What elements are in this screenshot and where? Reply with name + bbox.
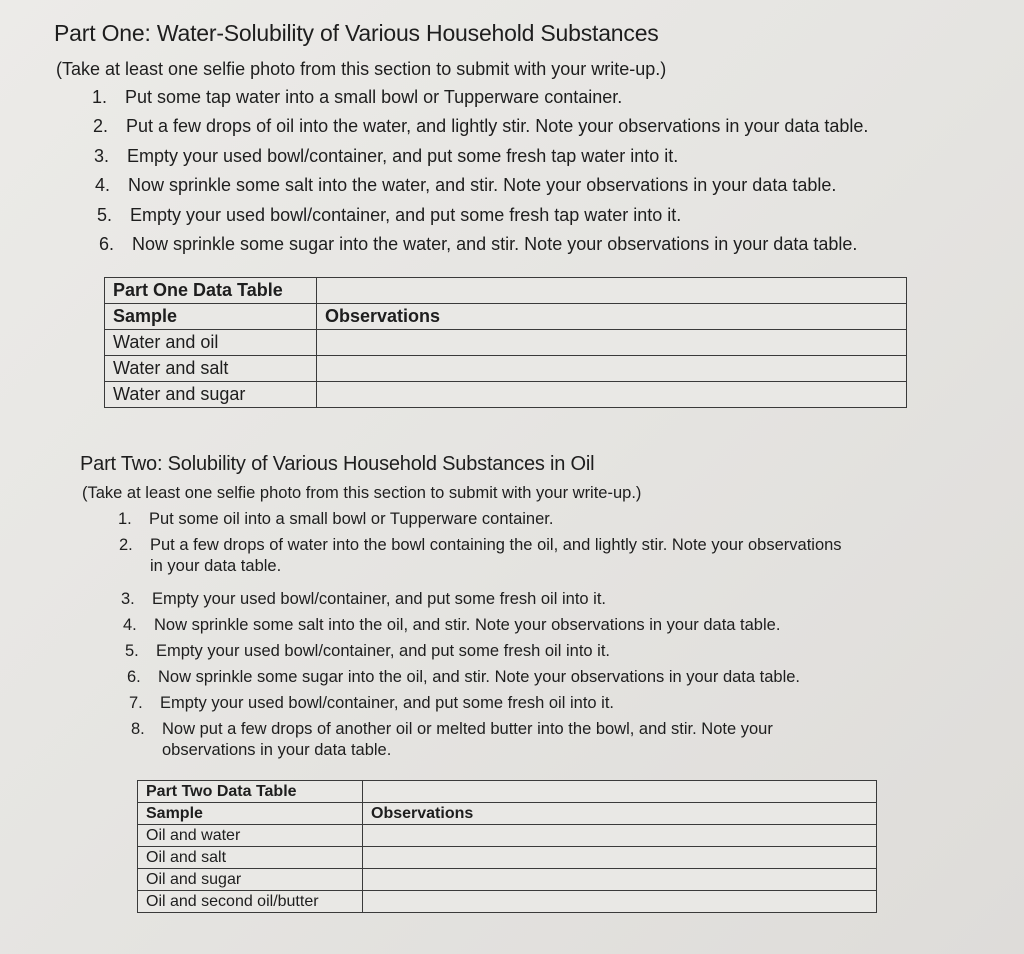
part-two-step-1 bbox=[118, 509, 553, 530]
step-number: 3. bbox=[94, 146, 110, 166]
column-header-observations: Observations bbox=[317, 304, 907, 330]
column-header-sample: Sample bbox=[138, 803, 363, 825]
step-text: Put a few drops of oil into the water, and lightly stir. Note your observations in your data table. bbox=[126, 116, 869, 136]
step-number: 2. bbox=[119, 536, 133, 554]
step-number: 6. bbox=[99, 234, 115, 254]
part-one-step-3 bbox=[94, 145, 678, 167]
table-row bbox=[105, 304, 907, 330]
observation-cell[interactable] bbox=[363, 869, 877, 891]
table-row bbox=[138, 803, 877, 825]
step-number: 8. bbox=[131, 720, 145, 738]
step-number: 5. bbox=[125, 642, 139, 660]
table-row bbox=[105, 356, 907, 382]
step-text: Empty your used bowl/container, and put some fresh oil into it. bbox=[160, 694, 614, 712]
table-row bbox=[138, 891, 877, 913]
step-number: 3. bbox=[121, 590, 135, 608]
table-row bbox=[138, 781, 877, 803]
part-one-step-1 bbox=[92, 86, 622, 108]
step-text-continued: in your data table. bbox=[150, 557, 282, 575]
part-two-step-3 bbox=[121, 589, 606, 610]
step-text: Now put a few drops of another oil or melted butter into the bowl, and stir. Note your bbox=[162, 720, 773, 738]
table-row bbox=[105, 382, 907, 408]
step-number: 4. bbox=[95, 175, 111, 195]
step-text: Now sprinkle some sugar into the water, and stir. Note your observations in your data table. bbox=[132, 234, 858, 254]
step-text: Put a few drops of water into the bowl containing the oil, and lightly stir. Note your observations bbox=[150, 536, 842, 554]
sample-cell: Water and sugar bbox=[105, 382, 317, 408]
observation-cell[interactable] bbox=[317, 382, 907, 408]
sample-cell: Water and salt bbox=[105, 356, 317, 382]
table-caption: Part Two Data Table bbox=[138, 781, 363, 803]
observation-cell[interactable] bbox=[363, 891, 877, 913]
step-text: Empty your used bowl/container, and put some fresh tap water into it. bbox=[130, 205, 682, 225]
part-two-step-7 bbox=[129, 693, 614, 714]
part-one-title: Part One: Water-Solubility of Various Household Substances bbox=[54, 20, 659, 46]
observation-cell[interactable] bbox=[317, 356, 907, 382]
part-two-step-8 bbox=[131, 719, 773, 761]
step-text: Put some tap water into a small bowl or Tupperware container. bbox=[125, 87, 623, 107]
table-cell bbox=[363, 781, 877, 803]
step-text: Empty your used bowl/container, and put some fresh oil into it. bbox=[152, 590, 606, 608]
step-text-continued: observations in your data table. bbox=[162, 741, 392, 759]
step-number: 5. bbox=[97, 205, 113, 225]
step-text: Empty your used bowl/container, and put some fresh tap water into it. bbox=[127, 146, 679, 166]
step-text: Put some oil into a small bowl or Tupperware container. bbox=[149, 510, 554, 528]
table-row bbox=[138, 825, 877, 847]
observation-cell[interactable] bbox=[363, 847, 877, 869]
part-two-step-2 bbox=[119, 535, 842, 577]
step-number: 7. bbox=[129, 694, 143, 712]
part-two-step-5 bbox=[125, 641, 610, 662]
part-one-subtitle: (Take at least one selfie photo from this section to submit with your write-up.) bbox=[56, 59, 667, 79]
step-number: 2. bbox=[93, 116, 109, 136]
step-text: Now sprinkle some salt into the oil, and stir. Note your observations in your data table. bbox=[154, 616, 781, 634]
step-text: Empty your used bowl/container, and put some fresh oil into it. bbox=[156, 642, 610, 660]
table-caption: Part One Data Table bbox=[105, 278, 317, 304]
table-row bbox=[138, 847, 877, 869]
table-cell bbox=[317, 278, 907, 304]
column-header-sample: Sample bbox=[105, 304, 317, 330]
part-two-step-6 bbox=[127, 667, 800, 688]
table-row bbox=[105, 330, 907, 356]
sample-cell: Water and oil bbox=[105, 330, 317, 356]
part-two-subtitle: (Take at least one selfie photo from this section to submit with your write-up.) bbox=[82, 484, 642, 502]
step-number: 1. bbox=[92, 87, 108, 107]
table-row bbox=[138, 869, 877, 891]
observation-cell[interactable] bbox=[317, 330, 907, 356]
step-number: 1. bbox=[118, 510, 132, 528]
part-two-title: Part Two: Solubility of Various Household Substances in Oil bbox=[80, 453, 595, 475]
part-one-step-4 bbox=[95, 174, 836, 196]
sample-cell: Oil and sugar bbox=[138, 869, 363, 891]
part-one-data-table bbox=[104, 277, 907, 408]
column-header-observations: Observations bbox=[363, 803, 877, 825]
step-text: Now sprinkle some salt into the water, and stir. Note your observations in your data table. bbox=[128, 175, 837, 195]
step-number: 4. bbox=[123, 616, 137, 634]
observation-cell[interactable] bbox=[363, 825, 877, 847]
step-text: Now sprinkle some sugar into the oil, and stir. Note your observations in your data table. bbox=[158, 668, 801, 686]
part-two-step-4 bbox=[123, 615, 780, 636]
step-number: 6. bbox=[127, 668, 141, 686]
sample-cell: Oil and second oil/butter bbox=[138, 891, 363, 913]
sample-cell: Oil and salt bbox=[138, 847, 363, 869]
part-one-step-5 bbox=[97, 204, 681, 226]
table-row bbox=[105, 278, 907, 304]
part-two-data-table bbox=[137, 780, 877, 913]
part-one-step-6 bbox=[99, 233, 857, 255]
sample-cell: Oil and water bbox=[138, 825, 363, 847]
part-one-step-2 bbox=[93, 115, 868, 137]
